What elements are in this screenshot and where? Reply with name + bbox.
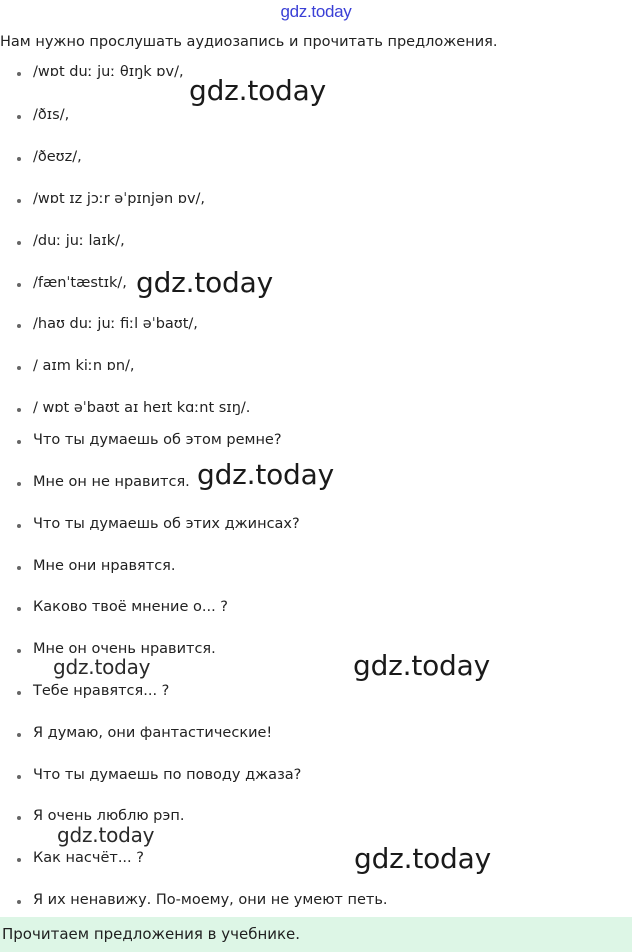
bullet-icon — [17, 733, 21, 737]
footer-text: Прочитаем предложения в учебнике. — [2, 925, 301, 943]
list-item-text: Я их ненавижу. По-моему, они не умеют петь. — [33, 892, 388, 908]
bullet-icon — [17, 691, 21, 695]
bullet-icon — [17, 199, 21, 203]
bullet-icon — [17, 324, 21, 328]
list-item-text: Тебе нравятся... ? — [33, 683, 170, 699]
bullet-icon — [17, 566, 21, 570]
bullet-icon — [17, 482, 21, 486]
watermark: gdz.today — [53, 655, 151, 679]
list-item-text: /duː juː laɪk/, — [33, 233, 125, 249]
list-item-text: /haʊ duː juː fiːl əˈbaʊt/, — [33, 316, 198, 332]
bullet-icon — [17, 775, 21, 779]
list-item-text: Мне он не нравится. — [33, 474, 190, 490]
bullet-icon — [17, 241, 21, 245]
intro-text: Нам нужно прослушать аудиозапись и прочитать предложения. — [0, 34, 498, 50]
bullet-icon — [17, 408, 21, 412]
list-item-text: Что ты думаешь об этих джинсах? — [33, 516, 300, 532]
watermark: gdz.today — [136, 266, 273, 299]
bullet-icon — [17, 440, 21, 444]
list-item-text: / wɒt əˈbaʊt aɪ heɪt kɑːnt sɪŋ/. — [33, 400, 251, 416]
bullet-icon — [17, 900, 21, 904]
list-item-text: Как насчёт... ? — [33, 850, 144, 866]
list-item-text: Мне они нравятся. — [33, 558, 176, 574]
bullet-icon — [17, 283, 21, 287]
bullet-icon — [17, 72, 21, 76]
list-item-text: Что ты думаешь по поводу джаза? — [33, 767, 302, 783]
list-item-text: / aɪm kiːn ɒn/, — [33, 358, 135, 374]
list-item-text: Я думаю, они фантастические! — [33, 725, 273, 741]
list-item-text: Я очень люблю рэп. — [33, 808, 185, 824]
bullet-icon — [17, 115, 21, 119]
watermark: gdz.today — [353, 649, 490, 682]
watermark: gdz.today — [189, 74, 326, 107]
list-item-text: /wɒt duː juː θɪŋk ɒv/, — [33, 64, 184, 80]
bullet-icon — [17, 524, 21, 528]
footer-band — [0, 917, 632, 952]
bullet-icon — [17, 366, 21, 370]
list-item-text: Что ты думаешь об этом ремне? — [33, 432, 282, 448]
bullet-icon — [17, 858, 21, 862]
list-item-text: /fænˈtæstɪk/, — [33, 275, 127, 291]
site-header-logo[interactable]: gdz.today — [280, 2, 352, 21]
bullet-icon — [17, 607, 21, 611]
list-item-text: /wɒt ɪz jɔːr əˈpɪnjən ɒv/, — [33, 191, 206, 207]
watermark: gdz.today — [197, 458, 334, 491]
list-item-text: /ðeʊz/, — [33, 149, 82, 165]
list-item-text: /ðɪs/, — [33, 107, 70, 123]
list-item-text: Мне он очень нравится. — [33, 641, 216, 657]
bullet-icon — [17, 157, 21, 161]
bullet-icon — [17, 649, 21, 653]
bullet-icon — [17, 816, 21, 820]
watermark: gdz.today — [354, 842, 491, 875]
watermark: gdz.today — [57, 823, 155, 847]
list-item-text: Каково твоё мнение о... ? — [33, 599, 229, 615]
